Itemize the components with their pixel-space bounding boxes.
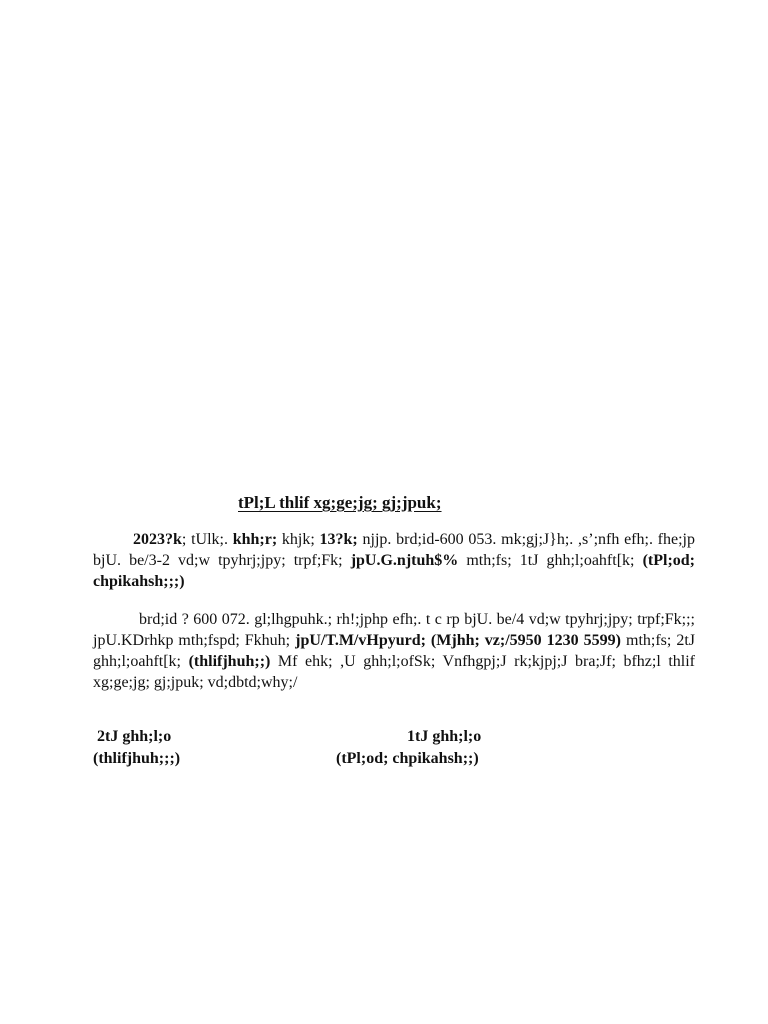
text-run: njjp. brd;id-600 053. mk;gj;J}h;. ,s’;nfh efh;. fhe;jp bjU. be/3-2 vd;w tpyhrj;jpy; trpf;Fk; <box>93 531 695 569</box>
bold-text-run: (thlifjhuh;;) <box>188 653 271 670</box>
text-run: Mf ehk; ,U ghh;l;ofSk; Vnfhgpj;J rk;kjpj;J bra;Jf; bfhz;l thlif xg;ge;jg; gj;jpuk; vd;dbtd;why;/ <box>93 653 696 691</box>
text-run: mth;fs; 1tJ ghh;l;oahft[k; <box>458 552 643 569</box>
paragraph-2 <box>93 609 695 693</box>
bold-text-run: 13?k; <box>319 531 358 548</box>
paragraph-1 <box>93 529 695 592</box>
paragraph-2-runs <box>93 611 695 691</box>
text-run: mth;fs; 2tJ ghh;l;oahft[k; <box>93 632 695 670</box>
bold-text-run: 2023?k <box>133 531 182 548</box>
text-run: khjk; <box>277 531 320 548</box>
signature-left-party-number: 2tJ ghh;l;o <box>97 728 172 745</box>
signature-left-party-role: (thlifjhuh;;;) <box>93 750 181 767</box>
paragraph-1-runs <box>93 531 695 590</box>
bold-text-run: jpU/T.M/vHpyurd; (Mjhh; vz;/5950 1230 5599) <box>295 632 621 649</box>
signature-right-party-role: (tPl;od; chpikahsh;;) <box>336 750 479 767</box>
text-run: ; tUlk;. <box>181 531 233 548</box>
bold-text-run: khh;r; <box>232 531 278 548</box>
bold-text-run: jpU.G.njtuh$% <box>350 552 459 569</box>
signature-right-party-number: 1tJ ghh;l;o <box>407 728 482 745</box>
text-run: brd;id ? 600 072. gl;lhgpuhk.; rh!;jphp efh;. t c rp bjU. be/4 vd;w tpyhrj;jpy; trpf;Fk;;; jpU.KDrhkp mth;fspd; Fkhuh; <box>93 611 695 649</box>
bold-text-run: (tPl;od; chpikahsh;;;) <box>93 552 695 590</box>
document-title: tPl;L thlif xg;ge;jg; gj;jpuk; <box>238 493 442 512</box>
